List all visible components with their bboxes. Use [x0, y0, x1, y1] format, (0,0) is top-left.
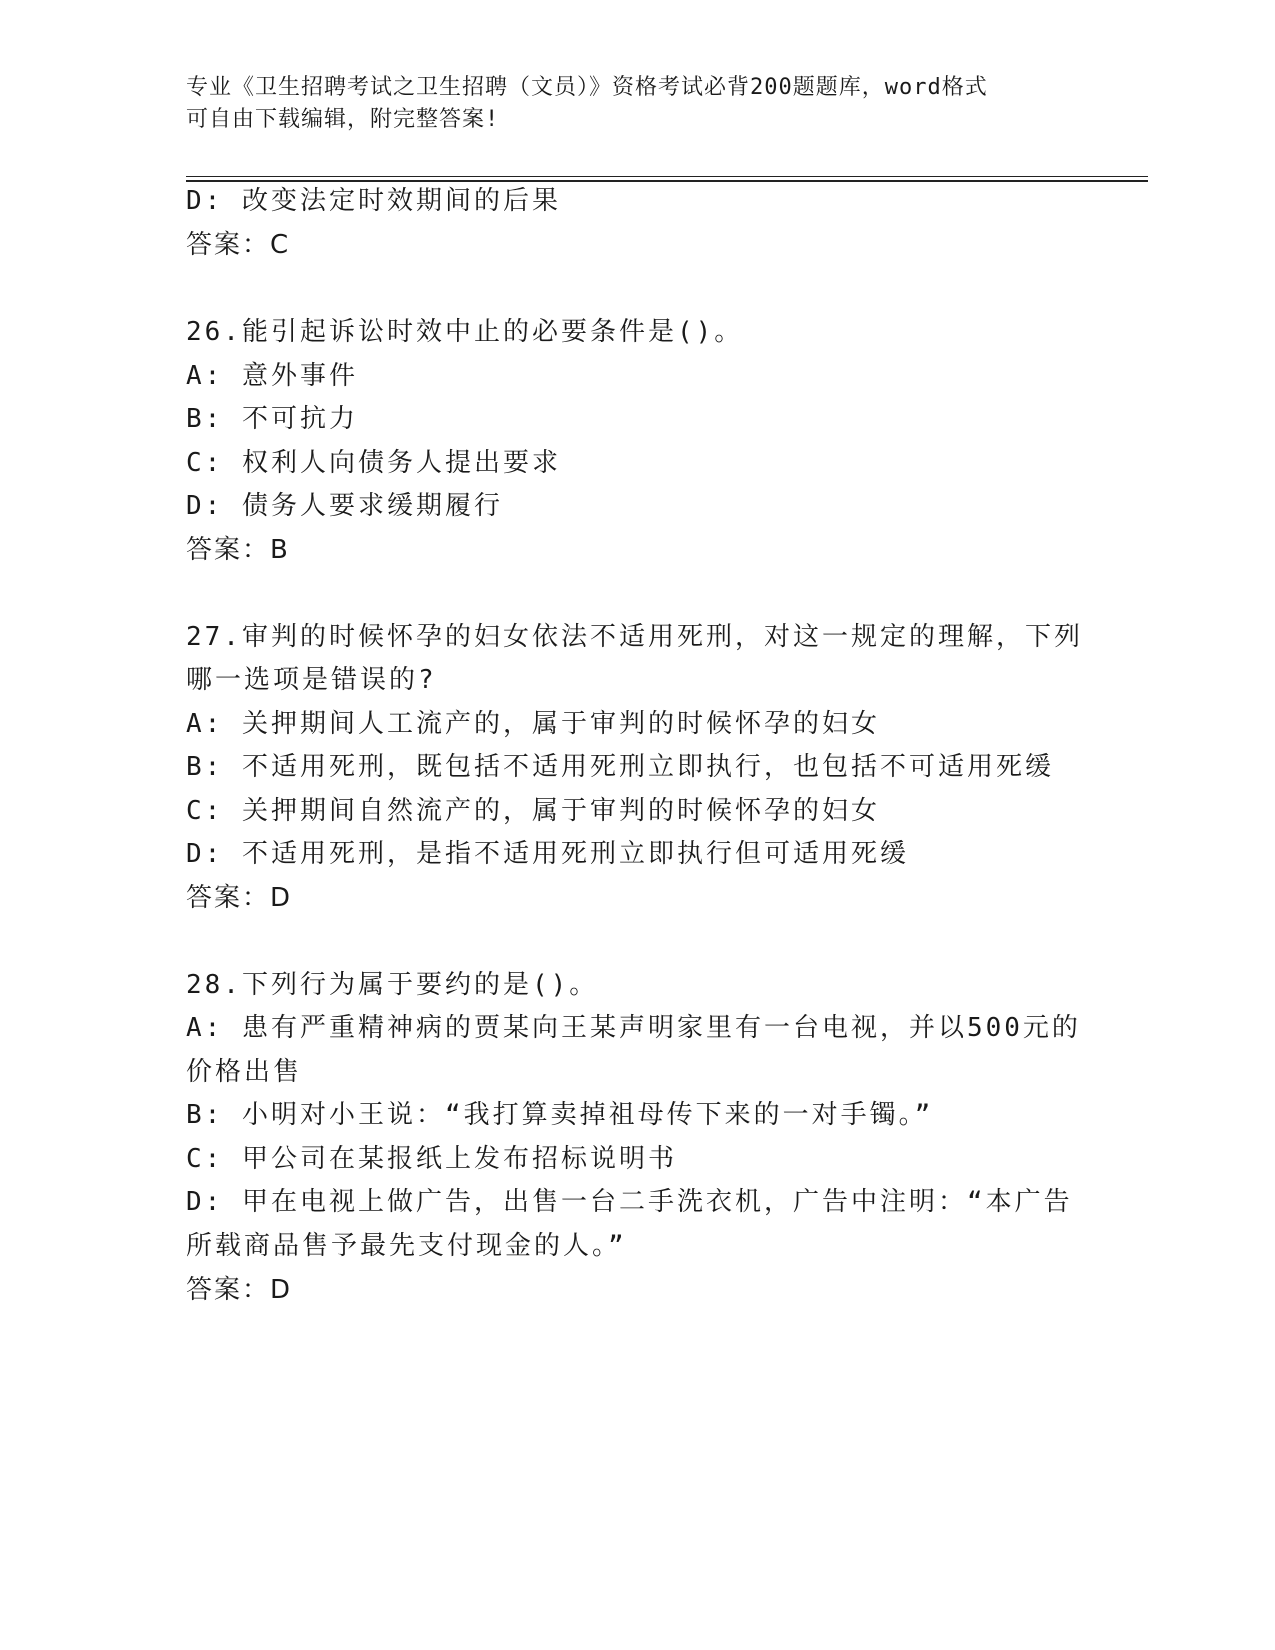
q28-question: 28.下列行为属于要约的是()。: [186, 970, 599, 1000]
q27-question-line-1: 27.审判的时候怀孕的妇女依法不适用死刑，对这一规定的理解，下列: [186, 622, 1083, 652]
q27-option-d: D: 不适用死刑，是指不适用死刑立即执行但可适用死缓: [186, 839, 909, 869]
q27-option-c: C: 关押期间自然流产的，属于审判的时候怀孕的妇女: [186, 796, 880, 826]
q26-answer: 答案：B: [186, 535, 290, 565]
header-title-line-2: 可自由下载编辑，附完整答案!: [186, 107, 500, 132]
q25-option-d: D: 改变法定时效期间的后果: [186, 186, 561, 216]
q26-option-b: B: 不可抗力: [186, 404, 358, 434]
q27-option-a: A: 关押期间人工流产的，属于审判的时候怀孕的妇女: [186, 709, 880, 739]
q28-option-c: C: 甲公司在某报纸上发布招标说明书: [186, 1144, 677, 1174]
q25-answer: 答案：C: [186, 230, 291, 260]
q28-option-d-line-2: 所载商品售予最先支付现金的人。”: [186, 1231, 627, 1261]
q26-question: 26.能引起诉讼时效中止的必要条件是()。: [186, 317, 744, 347]
q27-option-b: B: 不适用死刑，既包括不适用死刑立即执行，也包括不可适用死缓: [186, 752, 1054, 782]
q28-option-a-line-1: A: 患有严重精神病的贾某向王某声明家里有一台电视，并以500元的: [186, 1013, 1081, 1043]
q27-question-line-2: 哪一选项是错误的?: [186, 665, 437, 695]
header-divider-thin: [186, 176, 1148, 177]
header-divider-thick: [186, 180, 1148, 182]
q28-option-d-line-1: D: 甲在电视上做广告，出售一台二手洗衣机，广告中注明：“本广告: [186, 1187, 1073, 1217]
q26-option-a: A: 意外事件: [186, 361, 358, 391]
q28-answer: 答案：D: [186, 1275, 293, 1305]
q27-answer: 答案：D: [186, 883, 293, 913]
header-title-line-1: 专业《卫生招聘考试之卫生招聘（文员）》资格考试必背200题题库，word格式: [186, 75, 988, 100]
q26-option-c: C: 权利人向债务人提出要求: [186, 448, 561, 478]
document-header: [186, 72, 1086, 136]
q28-option-a-line-2: 价格出售: [186, 1057, 303, 1087]
q26-option-d: D: 债务人要求缓期履行: [186, 491, 503, 521]
q28-option-b: B: 小明对小王说：“我打算卖掉祖母传下来的一对手镯。”: [186, 1100, 934, 1130]
